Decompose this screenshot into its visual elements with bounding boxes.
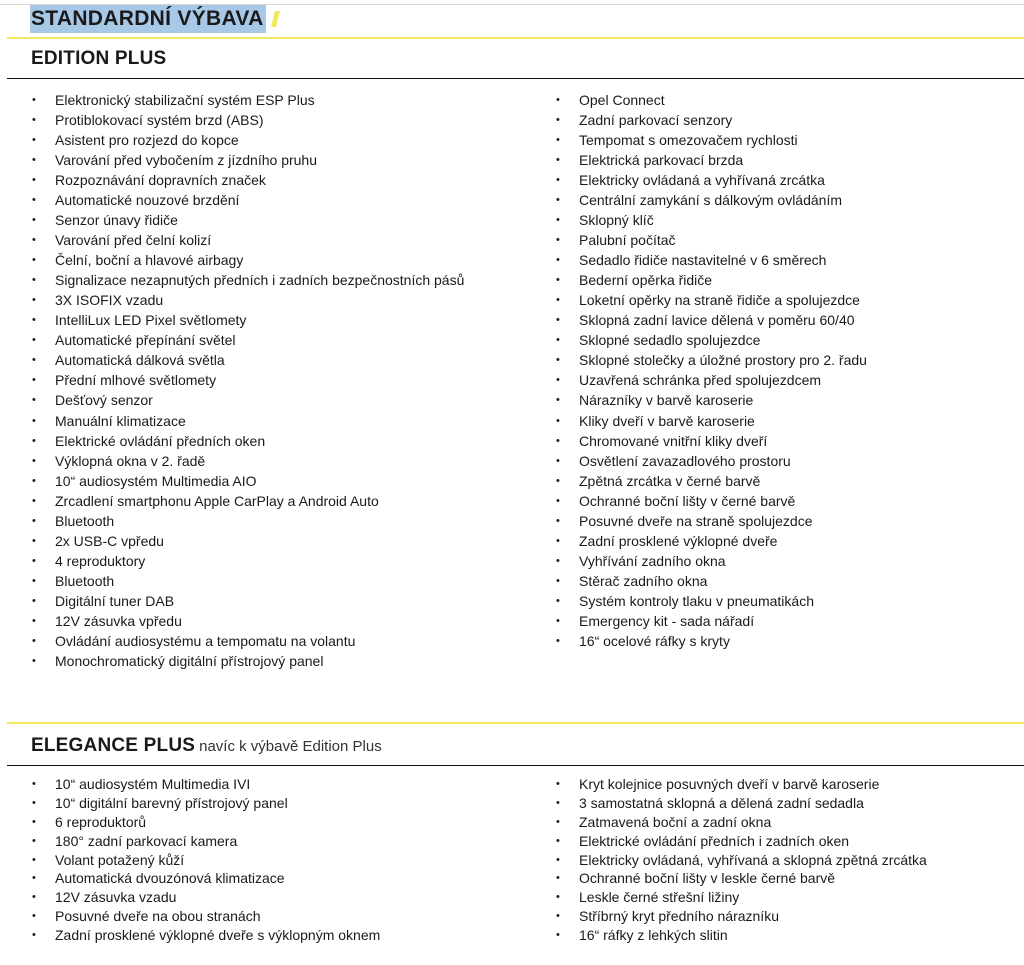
list-item: • Opel Connect bbox=[554, 90, 867, 110]
list-item: • Senzor únavy řidiče bbox=[30, 210, 464, 230]
list-item: • Asistent pro rozjezd do kopce bbox=[30, 130, 464, 150]
section-title-elegance-plus bbox=[31, 735, 382, 757]
list-item: • Systém kontroly tlaku v pneumatikách bbox=[554, 591, 867, 611]
list-item: • Zadní parkovací senzory bbox=[554, 110, 867, 130]
list-item: • Bluetooth bbox=[30, 571, 464, 591]
list-item: • 10“ digitální barevný přístrojový panel bbox=[30, 794, 380, 813]
list-item: • Automatické přepínání světel bbox=[30, 330, 464, 350]
list-item: • Elektrické ovládání předních i zadních oken bbox=[554, 832, 927, 851]
list-item: • Dešťový senzor bbox=[30, 390, 464, 410]
list-item: • Zadní prosklené výklopné dveře s výklopným oknem bbox=[30, 926, 380, 945]
list-item: • Elektronický stabilizační systém ESP Plus bbox=[30, 90, 464, 110]
list-item: • Protiblokovací systém brzd (ABS) bbox=[30, 110, 464, 130]
list-item: • Varování před vybočením z jízdního pruhu bbox=[30, 150, 464, 170]
list-item: • Automatická dvouzónová klimatizace bbox=[30, 869, 380, 888]
list-item: • Posuvné dveře na obou stranách bbox=[30, 907, 380, 926]
list-item: • 6 reproduktorů bbox=[30, 813, 380, 832]
list-item: • Posuvné dveře na straně spolujezdce bbox=[554, 511, 867, 531]
list-item: • Centrální zamykání s dálkovým ovládáním bbox=[554, 190, 867, 210]
edition-plus-list-left bbox=[30, 90, 464, 671]
list-item: • Rozpoznávání dopravních značek bbox=[30, 170, 464, 190]
section-title-text: EDITION PLUS bbox=[31, 48, 167, 69]
list-item: • Zadní prosklené výklopné dveře bbox=[554, 531, 867, 551]
list-item: • Ovládání audiosystému a tempomatu na volantu bbox=[30, 631, 464, 651]
page-title-text: STANDARDNÍ VÝBAVA bbox=[30, 5, 266, 33]
list-item: • Zatmavená boční a zadní okna bbox=[554, 813, 927, 832]
list-item: • Elektrická parkovací brzda bbox=[554, 150, 867, 170]
list-item: • Bluetooth bbox=[30, 511, 464, 531]
list-item: • Automatická dálková světla bbox=[30, 350, 464, 370]
list-item: • Sklopný klíč bbox=[554, 210, 867, 230]
list-item: • 3 samostatná sklopná a dělená zadní sedadla bbox=[554, 794, 927, 813]
list-item: • Přední mlhové světlomety bbox=[30, 370, 464, 390]
list-item: • Uzavřená schránka před spolujezdcem bbox=[554, 370, 867, 390]
page-title bbox=[30, 5, 280, 33]
list-item: • Ochranné boční lišty v leskle černé barvě bbox=[554, 869, 927, 888]
elegance-plus-list-left bbox=[30, 775, 380, 945]
list-item: • Bederní opěrka řidiče bbox=[554, 270, 867, 290]
list-item: • 2x USB-C vpředu bbox=[30, 531, 464, 551]
list-item: • Elektrické ovládání předních oken bbox=[30, 431, 464, 451]
list-item: • Sedadlo řidiče nastavitelné v 6 směrech bbox=[554, 250, 867, 270]
list-item: • Výklopná okna v 2. řadě bbox=[30, 451, 464, 471]
list-item: • Tempomat s omezovačem rychlosti bbox=[554, 130, 867, 150]
list-item: • Automatické nouzové brzdění bbox=[30, 190, 464, 210]
list-item: • Vyhřívání zadního okna bbox=[554, 551, 867, 571]
list-item: • Kliky dveří v barvě karoserie bbox=[554, 411, 867, 431]
list-item: • Stříbrný kryt předního nárazníku bbox=[554, 907, 927, 926]
section-title-text: ELEGANCE PLUS bbox=[31, 735, 196, 756]
list-item: • Volant potažený kůží bbox=[30, 851, 380, 870]
list-item: • Stěrač zadního okna bbox=[554, 571, 867, 591]
list-item: • Elektricky ovládaná a vyhřívaná zrcátka bbox=[554, 170, 867, 190]
list-item: • 16“ ráfky z lehkých slitin bbox=[554, 926, 927, 945]
list-item: • 10“ audiosystém Multimedia IVI bbox=[30, 775, 380, 794]
list-item: • 180° zadní parkovací kamera bbox=[30, 832, 380, 851]
list-item: • Čelní, boční a hlavové airbagy bbox=[30, 250, 464, 270]
edition-plus-list-right bbox=[554, 90, 867, 651]
list-item: • 3X ISOFIX vzadu bbox=[30, 290, 464, 310]
list-item: • 12V zásuvka vzadu bbox=[30, 888, 380, 907]
list-item: • Emergency kit - sada nářadí bbox=[554, 611, 867, 631]
list-item: • Sklopné sedadlo spolujezdce bbox=[554, 330, 867, 350]
list-item: • 4 reproduktory bbox=[30, 551, 464, 571]
list-item: • Nárazníky v barvě karoserie bbox=[554, 390, 867, 410]
list-item: • 10“ audiosystém Multimedia AIO bbox=[30, 471, 464, 491]
list-item: • Kryt kolejnice posuvných dveří v barvě karoserie bbox=[554, 775, 927, 794]
list-item: • Sklopné stolečky a úložné prostory pro 2. řadu bbox=[554, 350, 867, 370]
section-divider-black bbox=[7, 765, 1024, 766]
list-item: • Sklopná zadní lavice dělená v poměru 60/40 bbox=[554, 310, 867, 330]
list-item: • Elektricky ovládaná, vyhřívaná a sklopná zpětná zrcátka bbox=[554, 851, 927, 870]
list-item: • Signalizace nezapnutých předních i zadních bezpečnostních pásů bbox=[30, 270, 464, 290]
list-item: • Chromované vnitřní kliky dveří bbox=[554, 431, 867, 451]
elegance-plus-list-right bbox=[554, 775, 927, 945]
list-item: • Zpětná zrcátka v černé barvě bbox=[554, 471, 867, 491]
list-item: • Loketní opěrky na straně řidiče a spolujezdce bbox=[554, 290, 867, 310]
section-divider-black bbox=[7, 78, 1024, 79]
list-item: • Manuální klimatizace bbox=[30, 411, 464, 431]
list-item: • IntelliLux LED Pixel světlomety bbox=[30, 310, 464, 330]
yellow-slash-icon bbox=[271, 11, 280, 27]
section-subtitle: navíc k výbavě Edition Plus bbox=[199, 738, 382, 755]
list-item: • Monochromatický digitální přístrojový panel bbox=[30, 651, 464, 671]
section-title-edition-plus bbox=[31, 48, 166, 70]
list-item: • Zrcadlení smartphonu Apple CarPlay a Android Auto bbox=[30, 491, 464, 511]
list-item: • 12V zásuvka vpředu bbox=[30, 611, 464, 631]
list-item: • Leskle černé střešní ližiny bbox=[554, 888, 927, 907]
list-item: • Ochranné boční lišty v černé barvě bbox=[554, 491, 867, 511]
list-item: • Digitální tuner DAB bbox=[30, 591, 464, 611]
list-item: • Varování před čelní kolizí bbox=[30, 230, 464, 250]
list-item: • 16“ ocelové ráfky s kryty bbox=[554, 631, 867, 651]
section-divider-yellow bbox=[7, 722, 1024, 724]
list-item: • Osvětlení zavazadlového prostoru bbox=[554, 451, 867, 471]
list-item: • Palubní počítač bbox=[554, 230, 867, 250]
section-divider-yellow bbox=[7, 37, 1024, 39]
